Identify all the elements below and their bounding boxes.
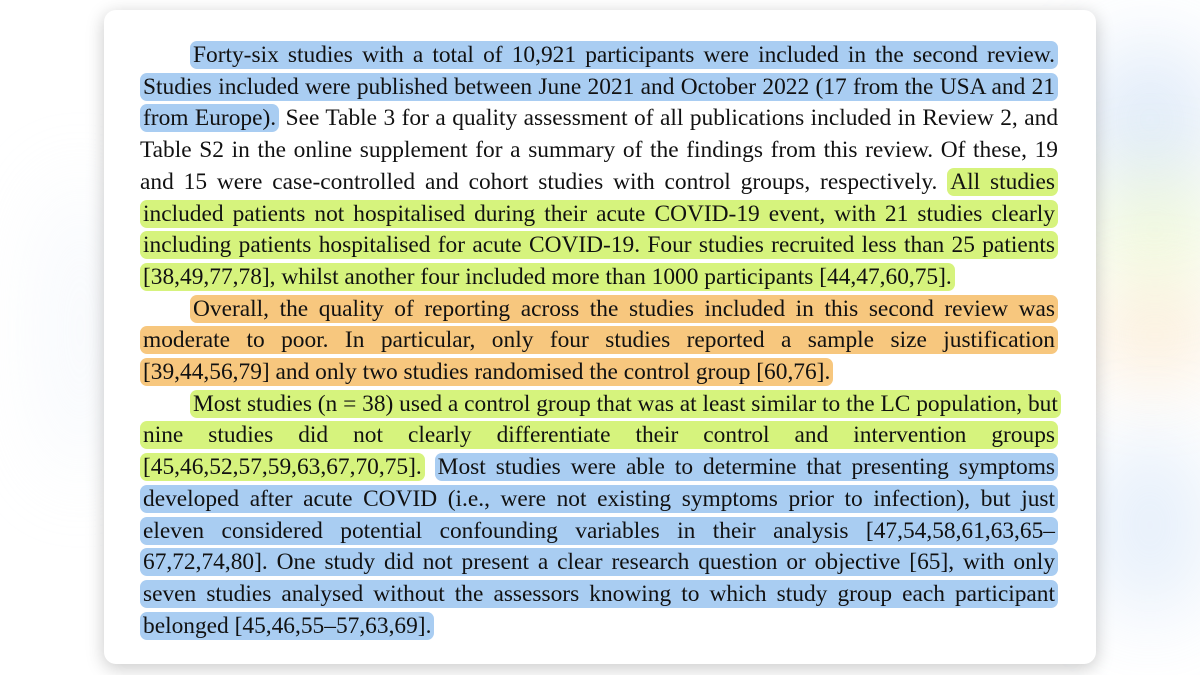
background-glow-orange — [1095, 290, 1200, 380]
plain-text — [425, 454, 435, 480]
article-text — [140, 40, 1058, 642]
background-glow-green — [1090, 170, 1200, 290]
paragraph-control-groups — [140, 389, 1058, 643]
paragraph-quality-of-reporting — [140, 294, 1058, 389]
plain-text: See Table 3 for a quality assessment of all publications included in Review 2, and Table S2 in the online supplement for a summary of the findings from this review. Of these, 19 and 15 were case-controlled and cohort studies with control groups, respectively. — [140, 105, 1059, 195]
document-card — [104, 10, 1096, 664]
background-glow-blue-lower — [1090, 430, 1200, 620]
highlight-green[interactable]: Most studies (n = 38) used a control group that was at least similar to the LC population, but nine studies did not clearly differentiate their control and intervention groups [45,46,52,57,59,63,67,70,75]. — [140, 390, 1061, 481]
highlight-blue[interactable]: Forty-six studies with a total of 10,921 participants were included in the second review. Studies included were published between June 2021 and October 2022 (17 from the USA and 21 from Europe). — [140, 41, 1058, 132]
highlight-blue[interactable]: Most studies were able to determine that presenting symptoms developed after acute COVID (i.e., were not existing symptoms prior to infection), but just eleven considered potential confounding variables in their analysis [47,54,58,61,63,65–67,72,74,80]. One study did not present a clear research question or objective [65], with only seven studies analysed without the assessors knowing to which study group each participant belonged [45,46,55–57,63,69]. — [140, 453, 1058, 640]
highlight-orange[interactable]: Overall, the quality of reporting across the studies included in this second review was moderate to poor. In particular, only four studies reported a sample size justification [39,44,56,79] and only two studies randomised the control group [60,76]. — [140, 295, 1058, 386]
highlight-green[interactable]: All studies included patients not hospitalised during their acute COVID-19 event, with 21 studies clearly including patients hospitalised for acute COVID-19. Four studies recruited less than 25 patients [38,49,77,78], whilst another four included more than 1000 participants [44,47,60,75]. — [140, 168, 1058, 291]
paragraph-review-summary — [140, 40, 1058, 294]
